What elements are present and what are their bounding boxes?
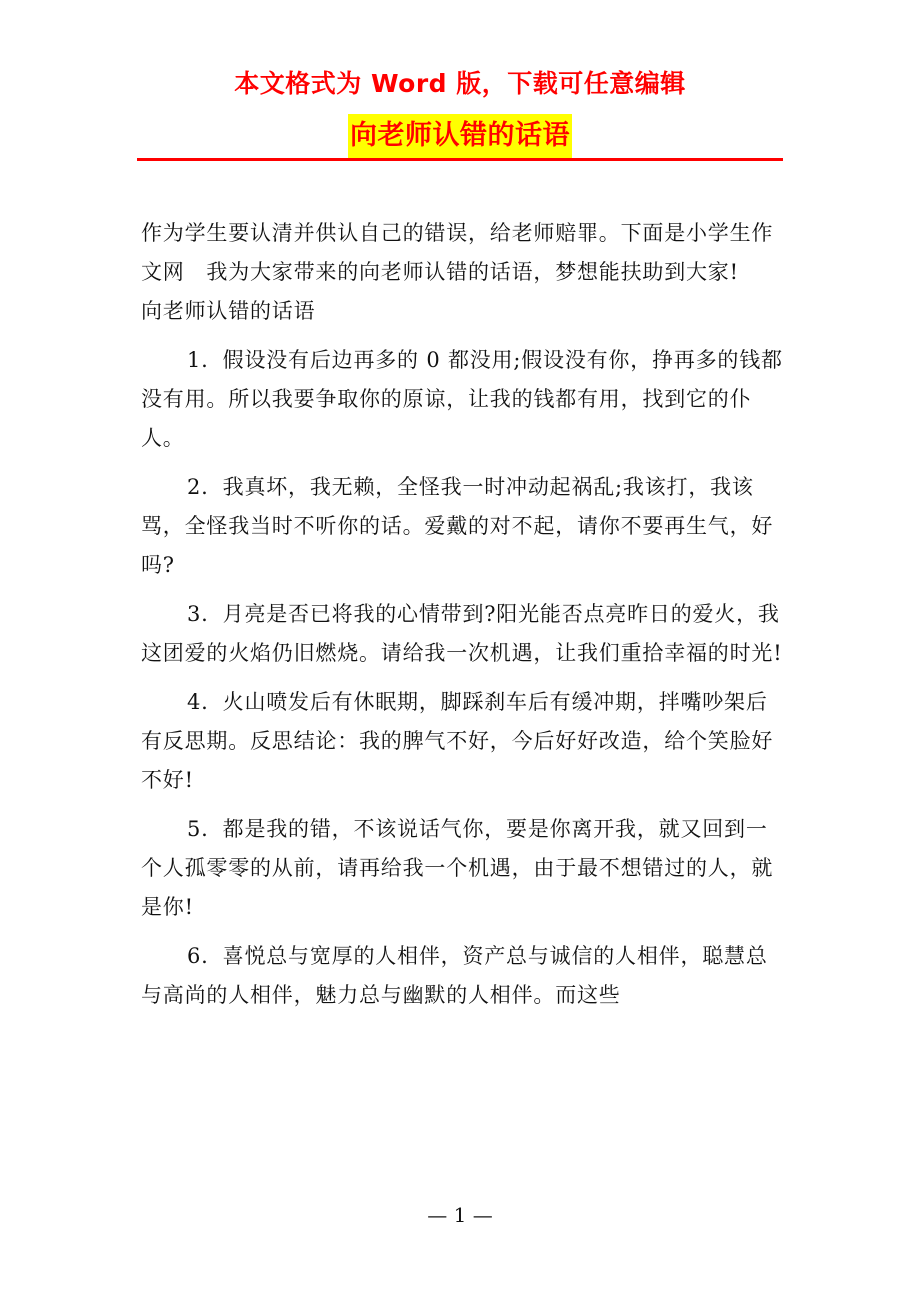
item-number: 3.: [187, 602, 209, 626]
item-text: 火山喷发后有休眠期，脚踩刹车后有缓冲期，拌嘴吵架后有反思期。反思结论：我的脾气不好，今后好好改造，给个笑脸好不好!: [141, 690, 774, 792]
list-item: [141, 683, 783, 800]
item-text: 喜悦总与宽厚的人相伴，资产总与诚信的人相伴，聪慧总与高尚的人相伴，魅力总与幽默的人相伴。而这些: [141, 944, 768, 1007]
list-item: [141, 595, 783, 673]
list-item: [141, 468, 783, 585]
item-text: 假设没有后边再多的 0 都没用;假设没有你，挣再多的钱都没有用。所以我要争取你的原谅，让我的钱都有用，找到它的仆人。: [141, 348, 783, 450]
intro-paragraph: 作为学生要认清并供认自己的错误，给老师赔罪。下面是小学生作文网 我为大家带来的向老师认错的话语，梦想能扶助到大家! 向老师认错的话语: [141, 221, 783, 323]
item-text: 月亮是否已将我的心情带到?阳光能否点亮昨日的爱火，我这团爱的火焰仍旧燃烧。请给我一次机遇，让我们重拾幸福的时光!: [141, 602, 783, 665]
title-divider: [137, 158, 783, 161]
title-container: [0, 114, 920, 158]
list-item: [141, 937, 783, 1015]
item-number: 2.: [187, 475, 209, 499]
item-text: 都是我的错，不该说话气你，要是你离开我，就又回到一个人孤零零的从前，请再给我一个机遇，由于最不想错过的人，就是你!: [141, 817, 774, 919]
item-number: 4.: [187, 690, 209, 714]
page-number: — 1 —: [427, 1203, 493, 1227]
list-item: [141, 810, 783, 927]
page-title: 向老师认错的话语: [348, 114, 572, 158]
item-number: 6.: [187, 944, 209, 968]
item-number: 1.: [187, 348, 209, 372]
item-number: 5.: [187, 817, 209, 841]
format-banner: 本文格式为 Word 版，下载可任意编辑: [234, 69, 686, 98]
list-item: [141, 341, 783, 458]
document-body: [141, 214, 783, 1025]
item-text: 我真坏，我无赖，全怪我一时冲动起祸乱;我该打，我该骂，全怪我当时不听你的话。爱戴的对不起，请你不要再生气，好吗?: [141, 475, 774, 577]
